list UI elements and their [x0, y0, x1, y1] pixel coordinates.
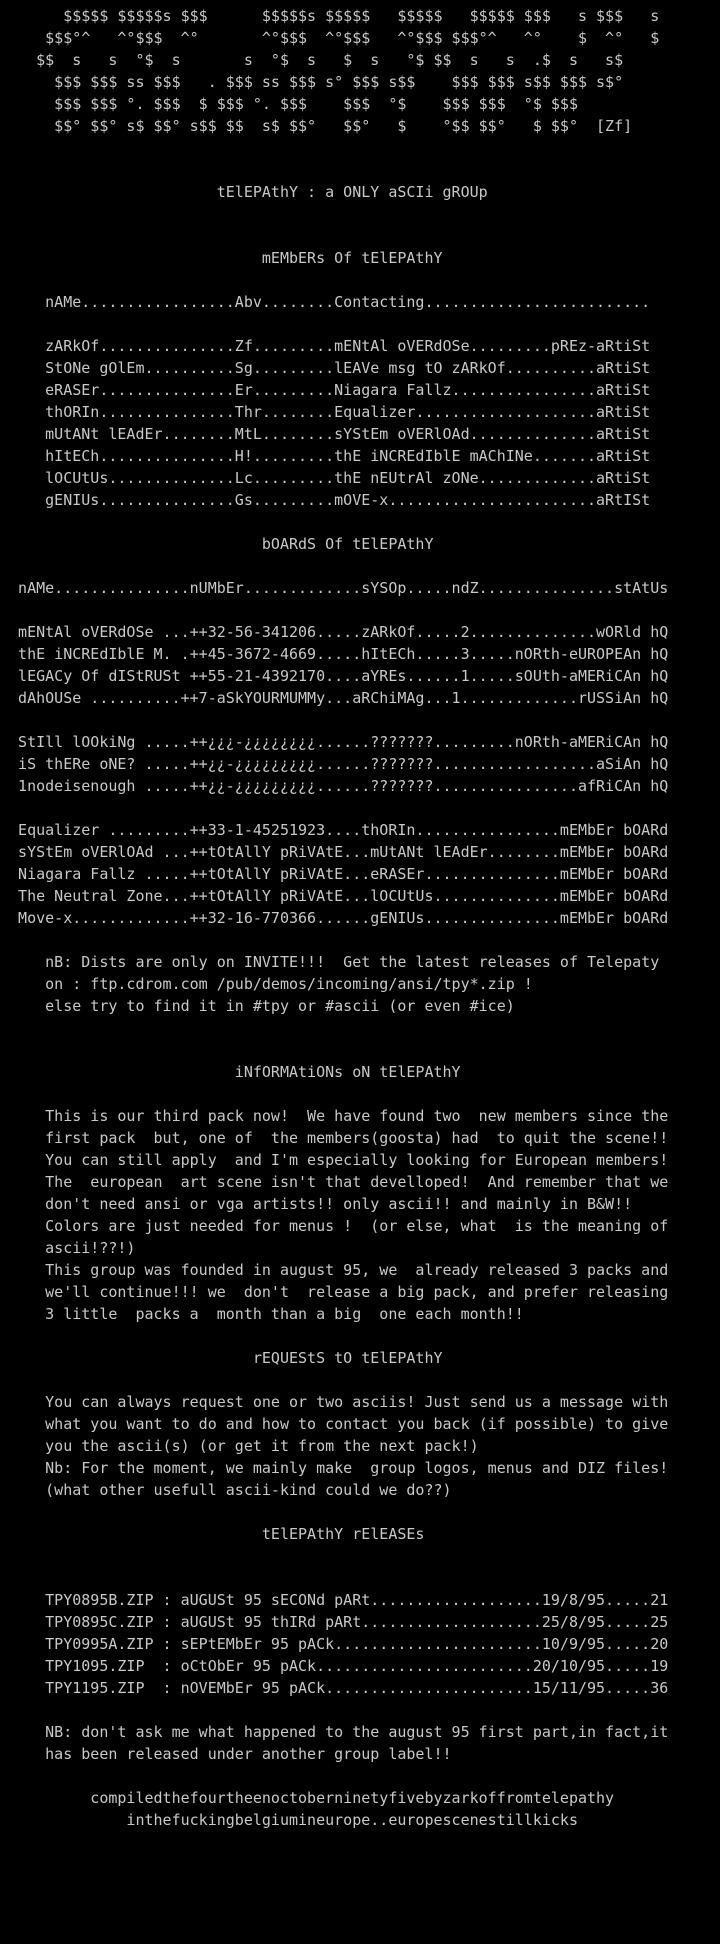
- blank-row: [0, 709, 720, 731]
- blank-row: [0, 1765, 720, 1787]
- page-title: tElEPAthY : a ONLY aSCIi gROUp: [0, 183, 488, 201]
- release-row-tpy0895b: TPY0895B.ZIP : aUGUSt 95 sECONd pARt...................19/8/95.....21: [0, 1591, 669, 1609]
- blank-row: [0, 203, 720, 225]
- blank-row: [0, 313, 720, 335]
- blank-row: [0, 225, 720, 247]
- info-paragraph-line-2: first pack but, one of the members(goosta) had to quit the scene!!: [0, 1129, 669, 1147]
- info-paragraph-line-5: don't need ansi or vga artists!! only ascii!! and mainly in B&W!!: [0, 1195, 633, 1213]
- blank-row: [0, 1919, 720, 1941]
- informations-section-heading: iNfORMAtiONs oN tElEPAthY: [0, 1063, 461, 1081]
- footer-line-1: compiledthefourtheenoctoberninetyfivebyzarkoffromtelepathy: [0, 1789, 615, 1807]
- release-row-tpy1095: TPY1095.ZIP : oCtObEr 95 pACk........................20/10/95.....19: [0, 1657, 669, 1675]
- info-paragraph-line-10: 3 little packs a month than a big one each month!!: [0, 1305, 524, 1323]
- board-row-niagara-fallz: Niagara Fallz .....++tOtAllY pRiVAtE...eRASEr...............mEMbEr bOARd: [0, 865, 669, 883]
- requests-paragraph-line-4: Nb: For the moment, we mainly make group logos, menus and DIZ files!: [0, 1459, 669, 1477]
- logo-line-3: $$ s s °$ s s °$ s $ s °$ $$ s s .$ s s$: [0, 51, 624, 69]
- board-row-still-looking: StIll lOOkiNg .....++¿¿¿-¿¿¿¿¿¿¿¿......???????.........nORth-aMERiCAn hQ: [0, 733, 669, 751]
- blank-row: [0, 929, 720, 951]
- release-row-tpy0995a: TPY0995A.ZIP : sEPtEMbEr 95 pACk.......................10/9/95.....20: [0, 1635, 669, 1653]
- member-row-thorin: thORIn...............Thr........Equalizer....................aRtiSt: [0, 403, 651, 421]
- members-table-header: nAMe.................Abv........Contacting.........................: [0, 293, 651, 311]
- requests-paragraph-line-2: what you want to do and how to contact you back (if possible) to give: [0, 1415, 669, 1433]
- blank-row: [0, 1897, 720, 1919]
- member-row-zarkof: zARkOf...............Zf.........mENtAl oVERdOSe.........pREz-aRtiSt: [0, 337, 651, 355]
- boards-section-heading: bOARdS Of tElEPAthY: [0, 535, 434, 553]
- info-paragraph-line-3: You can still apply and I'm especially looking for European members!: [0, 1151, 669, 1169]
- blank-row: [0, 599, 720, 621]
- info-paragraph-line-7: ascii!??!): [0, 1239, 136, 1257]
- info-paragraph-line-4: The european art scene isn't that develloped! And remember that we: [0, 1173, 669, 1191]
- member-row-hitech: hItECh...............H!.........thE iNCREdIblE mAChINe.......aRtiSt: [0, 447, 651, 465]
- blank-row: [0, 1699, 720, 1721]
- requests-paragraph-line-1: You can always request one or two asciis! Just send us a message with: [0, 1393, 669, 1411]
- member-row-locutus: lOCUtUs..............Lc.........thE nEUtrAl zONe.............aRtiSt: [0, 469, 651, 487]
- blank-row: [0, 1325, 720, 1347]
- blank-row: [0, 1039, 720, 1061]
- logo-line-6: $$° $$° s$ $$° s$$ $$ s$ $$° $$° $ °$$ $$° $ $$° [Zf]: [0, 117, 633, 135]
- board-row-dahouse: dAhOUSe ..........++7-aSkYOURMUMMy...aRChiMAg...1.............rUSSiAn hQ: [0, 689, 669, 707]
- blank-row: [0, 269, 720, 291]
- blank-row: [0, 511, 720, 533]
- logo-line-4: $$$ $$$ ss $$$ . $$$ ss $$$ s° $$$ s$$ $$$ $$$ s$$ $$$ s$°: [0, 73, 624, 91]
- info-paragraph-line-9: we'll continue!!! we don't release a big pack, and prefer releasing: [0, 1283, 669, 1301]
- blank-row: [0, 137, 720, 159]
- postscript-line-2: has been released under another group label!!: [0, 1745, 452, 1763]
- blank-row: [0, 1369, 720, 1391]
- footer-line-2: inthefuckingbelgiumineurope..europescenestillkicks: [0, 1811, 578, 1829]
- blank-row: [0, 1875, 720, 1897]
- requests-section-heading: rEQUEStS tO tElEPAthY: [0, 1349, 443, 1367]
- blank-row: [0, 555, 720, 577]
- logo-line-5: $$$ $$$ °. $$$ $ $$$ °. $$$ $$$ °$ $$$ $$$ °$ $$$: [0, 95, 578, 113]
- boards-table-header: nAMe...............nUMbEr.............sYSOp.....ndZ...............stAtUs: [0, 579, 669, 597]
- blank-row: [0, 797, 720, 819]
- blank-row: [0, 1831, 720, 1853]
- blank-row: [0, 1083, 720, 1105]
- member-row-eraser: eRASEr...............Er.........Niagara Fallz................aRtiSt: [0, 381, 651, 399]
- release-row-tpy0895c: TPY0895C.ZIP : aUGUSt 95 thIRd pARt....................25/8/95.....25: [0, 1613, 669, 1631]
- blank-row: [0, 1567, 720, 1589]
- blank-row: [0, 1545, 720, 1567]
- logo-line-2: $$$°^ ^°$$$ ^° ^°$$$ ^°$$$ ^°$$$ $$$°^ ^° $ ^° $: [0, 29, 660, 47]
- info-paragraph-line-1: This is our third pack now! We have found two new members since the: [0, 1107, 669, 1125]
- release-row-tpy1195: TPY1195.ZIP : nOVEMbEr 95 pACk.......................15/11/95.....36: [0, 1679, 669, 1697]
- members-section-heading: mEMbERs Of tElEPAthY: [0, 249, 443, 267]
- blank-row: [0, 1017, 720, 1039]
- info-paragraph-line-6: Colors are just needed for menus ! (or else, what is the meaning of: [0, 1217, 669, 1235]
- postscript-line-1: NB: don't ask me what happened to the august 95 first part,in fact,it: [0, 1723, 669, 1741]
- member-row-stone-golem: StONe gOlEm..........Sg.........lEAVe msg tO zARkOf..........aRtiSt: [0, 359, 651, 377]
- releases-section-heading: tElEPAthY rElEASEs: [0, 1525, 425, 1543]
- requests-paragraph-line-3: you the ascii(s) (or get it from the next pack!): [0, 1437, 479, 1455]
- board-row-mental-overdose: mENtAl oVERdOSe ...++32-56-341206.....zARkOf.....2..............wORld hQ: [0, 623, 669, 641]
- board-row-incredible-m: thE iNCREdIblE M. .++45-3672-4669.....hItECh.....3.....nORth-eUROPEAn hQ: [0, 645, 669, 663]
- board-row-neutral-zone: The Neutral Zone...++tOtAllY pRiVAtE...lOCUtUs..............mEMbEr bOARd: [0, 887, 669, 905]
- blank-row: [0, 1501, 720, 1523]
- member-row-genius: gENIUs...............Gs.........mOVE-x.......................aRtISt: [0, 491, 651, 509]
- invite-note-line-3: else try to find it in #tpy or #ascii (or even #ice): [0, 997, 515, 1015]
- board-row-equalizer: Equalizer .........++33-1-45251923....thORIn................mEMbEr bOARd: [0, 821, 669, 839]
- invite-note-line-2: on : ftp.cdrom.com /pub/demos/incoming/ansi/tpy*.zip !: [0, 975, 533, 993]
- invite-note-line-1: nB: Dists are only on INVITE!!! Get the latest releases of Telepaty: [0, 953, 660, 971]
- board-row-1nodeisenough: 1nodeisenough .....++¿¿-¿¿¿¿¿¿¿¿¿......???????................afRiCAn hQ: [0, 777, 669, 795]
- info-paragraph-line-8: This group was founded in august 95, we already released 3 packs and: [0, 1261, 669, 1279]
- board-row-is-there-one: iS thERe oNE? .....++¿¿-¿¿¿¿¿¿¿¿¿......???????..................aSiAn hQ: [0, 755, 669, 773]
- member-row-mutant-leader: mUtANt lEAdEr........MtL........sYStEm oVERlOAd..............aRtiSt: [0, 425, 651, 443]
- requests-paragraph-line-5: (what other usefull ascii-kind could we do??): [0, 1481, 452, 1499]
- blank-row: [0, 1853, 720, 1875]
- board-row-system-overload: sYStEm oVERlOAd ...++tOtAllY pRiVAtE...mUtANt lEAdEr........mEMbEr bOARd: [0, 843, 669, 861]
- logo-line-1: $$$$$ $$$$$s $$$ $$$$$s $$$$$ $$$$$ $$$$$ $$$ s $$$ s: [0, 7, 660, 25]
- blank-row: [0, 159, 720, 181]
- board-row-legacy-of-distrust: lEGACy Of dIStRUSt ++55-21-4392170....aYREs......1.....sOUth-aMERiCAn hQ: [0, 667, 669, 685]
- board-row-move-x: Move-x.............++32-16-770366......gENIUs...............mEMbEr bOARd: [0, 909, 669, 927]
